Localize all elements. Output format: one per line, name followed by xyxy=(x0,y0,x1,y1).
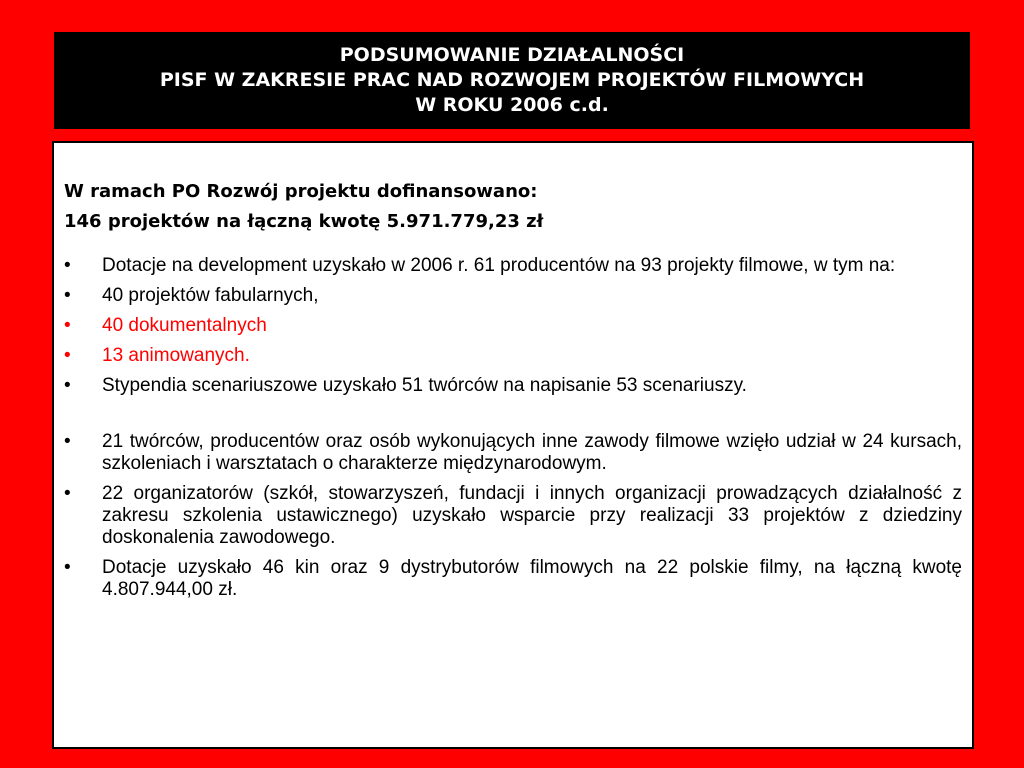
list-item-text: 21 twórców, producentów oraz osób wykonujących inne zawody filmowe wzięło udział w 24 kursach, szkoleniach i warsztatach o charakterze międzynarodowym. xyxy=(102,431,962,474)
intro-summary: 146 projektów na łączną kwotę 5.971.779,23 zł xyxy=(64,211,544,232)
bullet-icon: • xyxy=(64,375,71,396)
content-panel xyxy=(52,141,974,749)
bullet-icon: • xyxy=(64,285,71,306)
bullet-list xyxy=(64,255,962,601)
intro-heading: W ramach PO Rozwój projektu dofinansowano: xyxy=(64,181,538,202)
list-item-text: 13 animowanych. xyxy=(102,345,250,366)
bullet-icon: • xyxy=(64,315,71,336)
list-item xyxy=(64,375,962,397)
list-item xyxy=(64,483,962,549)
list-item-text: Dotacje na development uzyskało w 2006 r. 61 producentów na 93 projekty filmowe, w tym na: xyxy=(102,255,896,276)
list-item-text: 40 projektów fabularnych, xyxy=(102,285,319,306)
list-item xyxy=(64,285,962,307)
title-line-1: PODSUMOWANIE DZIAŁALNOŚCI xyxy=(339,44,685,66)
list-item-text: 22 organizatorów (szkół, stowarzyszeń, fundacji i innych organizacji prowadzących działalność z zakresu szkolenia ustawicznego) uzyskało wsparcie przy realizacji 33 projektów z dziedziny doskonalenia zawodowego. xyxy=(102,483,962,548)
list-item-highlighted xyxy=(64,345,962,367)
list-item-highlighted xyxy=(64,315,962,337)
bullet-icon: • xyxy=(64,483,71,504)
title-line-2: PISF W ZAKRESIE PRAC NAD ROZWOJEM PROJEKTÓW FILMOWYCH xyxy=(159,69,865,91)
bullet-icon: • xyxy=(64,255,71,276)
list-item xyxy=(64,255,962,277)
title-line-3: W ROKU 2006 c.d. xyxy=(415,94,609,116)
bullet-icon: • xyxy=(64,431,71,452)
list-item-text: Stypendia scenariuszowe uzyskało 51 twórców na napisanie 53 scenariuszy. xyxy=(102,375,747,396)
bullet-icon: • xyxy=(64,345,71,366)
list-item-text: 40 dokumentalnych xyxy=(102,315,267,336)
list-item-text: Dotacje uzyskało 46 kin oraz 9 dystrybutorów filmowych na 22 polskie filmy, na łączną kwotę 4.807.944,00 zł. xyxy=(102,557,962,600)
slide-title xyxy=(54,32,970,129)
list-item xyxy=(64,557,962,601)
intro-block xyxy=(64,177,962,237)
list-item xyxy=(64,431,962,475)
bullet-icon: • xyxy=(64,557,71,578)
